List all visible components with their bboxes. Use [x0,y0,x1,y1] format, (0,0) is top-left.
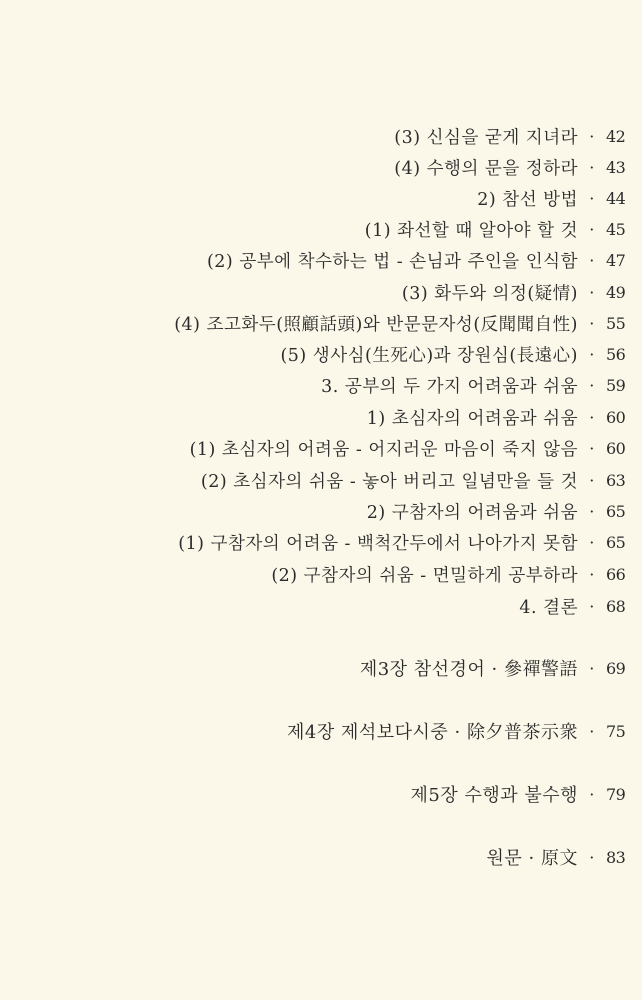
toc-separator: · [589,250,595,270]
toc-chapter [0,653,642,683]
toc-entry-title: (4) 수행의 문을 정하라 [394,158,578,179]
toc-page-number: 68 [606,596,626,616]
toc-page-number: 56 [606,344,626,364]
toc-separator: · [589,658,595,678]
toc-entry-title: (3) 신심을 굳게 지녀라 [394,127,578,148]
toc-entry-title: (2) 구참자의 쉬움 - 면밀하게 공부하라 [271,565,578,586]
toc-entry [0,277,642,307]
toc-chapter-title: 제4장 제석보다시중 · 除夕普茶示衆 [287,722,578,743]
toc-entry [0,308,642,338]
toc-entry-title: 2) 참선 방법 [477,189,578,210]
toc-entry-title: (1) 좌선할 때 알아야 할 것 [364,220,578,241]
toc-separator: · [589,438,595,458]
toc-page-number: 49 [606,282,626,302]
toc-entry [0,402,642,432]
toc-separator: · [589,532,595,552]
toc-separator: · [589,126,595,146]
toc-page-number: 43 [606,157,626,177]
toc-entry-title: (1) 구참자의 어려움 - 백척간두에서 나아가지 못함 [178,533,578,554]
toc-page-number: 42 [606,126,626,146]
toc-separator: · [589,721,595,741]
toc-separator: · [589,784,595,804]
toc-page-number: 55 [606,313,626,333]
toc-separator: · [589,157,595,177]
toc-page-number: 69 [606,658,626,678]
toc-page-number: 47 [606,250,626,270]
toc-chapter [0,716,642,746]
toc-separator: · [589,847,595,867]
toc-separator: · [589,188,595,208]
toc-chapter [0,779,642,809]
toc-entry [0,339,642,369]
toc-entry [0,183,642,213]
toc-entry-title: (2) 공부에 착수하는 법 - 손님과 주인을 인식함 [206,251,578,272]
toc-entry-title: 3. 공부의 두 가지 어려움과 쉬움 [321,376,578,397]
toc-entry-title: 1) 초심자의 어려움과 쉬움 [366,408,578,429]
toc-page-number: 60 [606,407,626,427]
toc-entry [0,245,642,275]
toc-entry-title: 2) 구참자의 어려움과 쉬움 [366,502,578,523]
toc-entry-title: (3) 화두와 의정(疑情) [401,283,578,304]
toc-entry [0,591,642,621]
toc-entry-title: 4. 결론 [519,597,578,618]
toc-entry [0,152,642,182]
toc-entry-title: (4) 조고화두(照顧話頭)와 반문문자성(反聞聞自性) [174,314,578,335]
toc-page-number: 60 [606,438,626,458]
toc-entry [0,559,642,589]
toc-chapter-title: 제5장 수행과 불수행 [410,785,578,806]
toc-page-number: 66 [606,564,626,584]
toc-separator: · [589,596,595,616]
toc-page-number: 44 [606,188,626,208]
toc-separator: · [589,344,595,364]
toc-entry-title: (1) 초심자의 어려움 - 어지러운 마음이 죽지 않음 [189,439,578,460]
toc-entry [0,465,642,495]
toc-separator: · [589,219,595,239]
toc-page-number: 75 [606,721,626,741]
toc-separator: · [589,470,595,490]
toc-page-number: 63 [606,470,626,490]
toc-entry [0,527,642,557]
toc-separator: · [589,282,595,302]
toc-separator: · [589,375,595,395]
toc-chapter-title: 제3장 참선경어 · 參禪警語 [359,659,578,680]
toc-chapter-title: 원문 · 原文 [486,848,578,869]
toc-page-number: 65 [606,532,626,552]
toc-entry [0,214,642,244]
toc-page-number: 83 [606,847,626,867]
toc-entry [0,370,642,400]
toc-separator: · [589,407,595,427]
toc-entry [0,121,642,151]
toc-page-number: 59 [606,375,626,395]
toc-entry-title: (5) 생사심(生死心)과 장원심(長遠心) [280,345,578,366]
toc-separator: · [589,501,595,521]
toc-entry [0,496,642,526]
toc-separator: · [589,313,595,333]
toc-page-number: 45 [606,219,626,239]
toc-separator: · [589,564,595,584]
toc-entry [0,433,642,463]
toc-page-number: 65 [606,501,626,521]
toc-page-number: 79 [606,784,626,804]
toc-chapter [0,842,642,872]
toc-entry-title: (2) 초심자의 쉬움 - 놓아 버리고 일념만을 들 것 [200,471,578,492]
